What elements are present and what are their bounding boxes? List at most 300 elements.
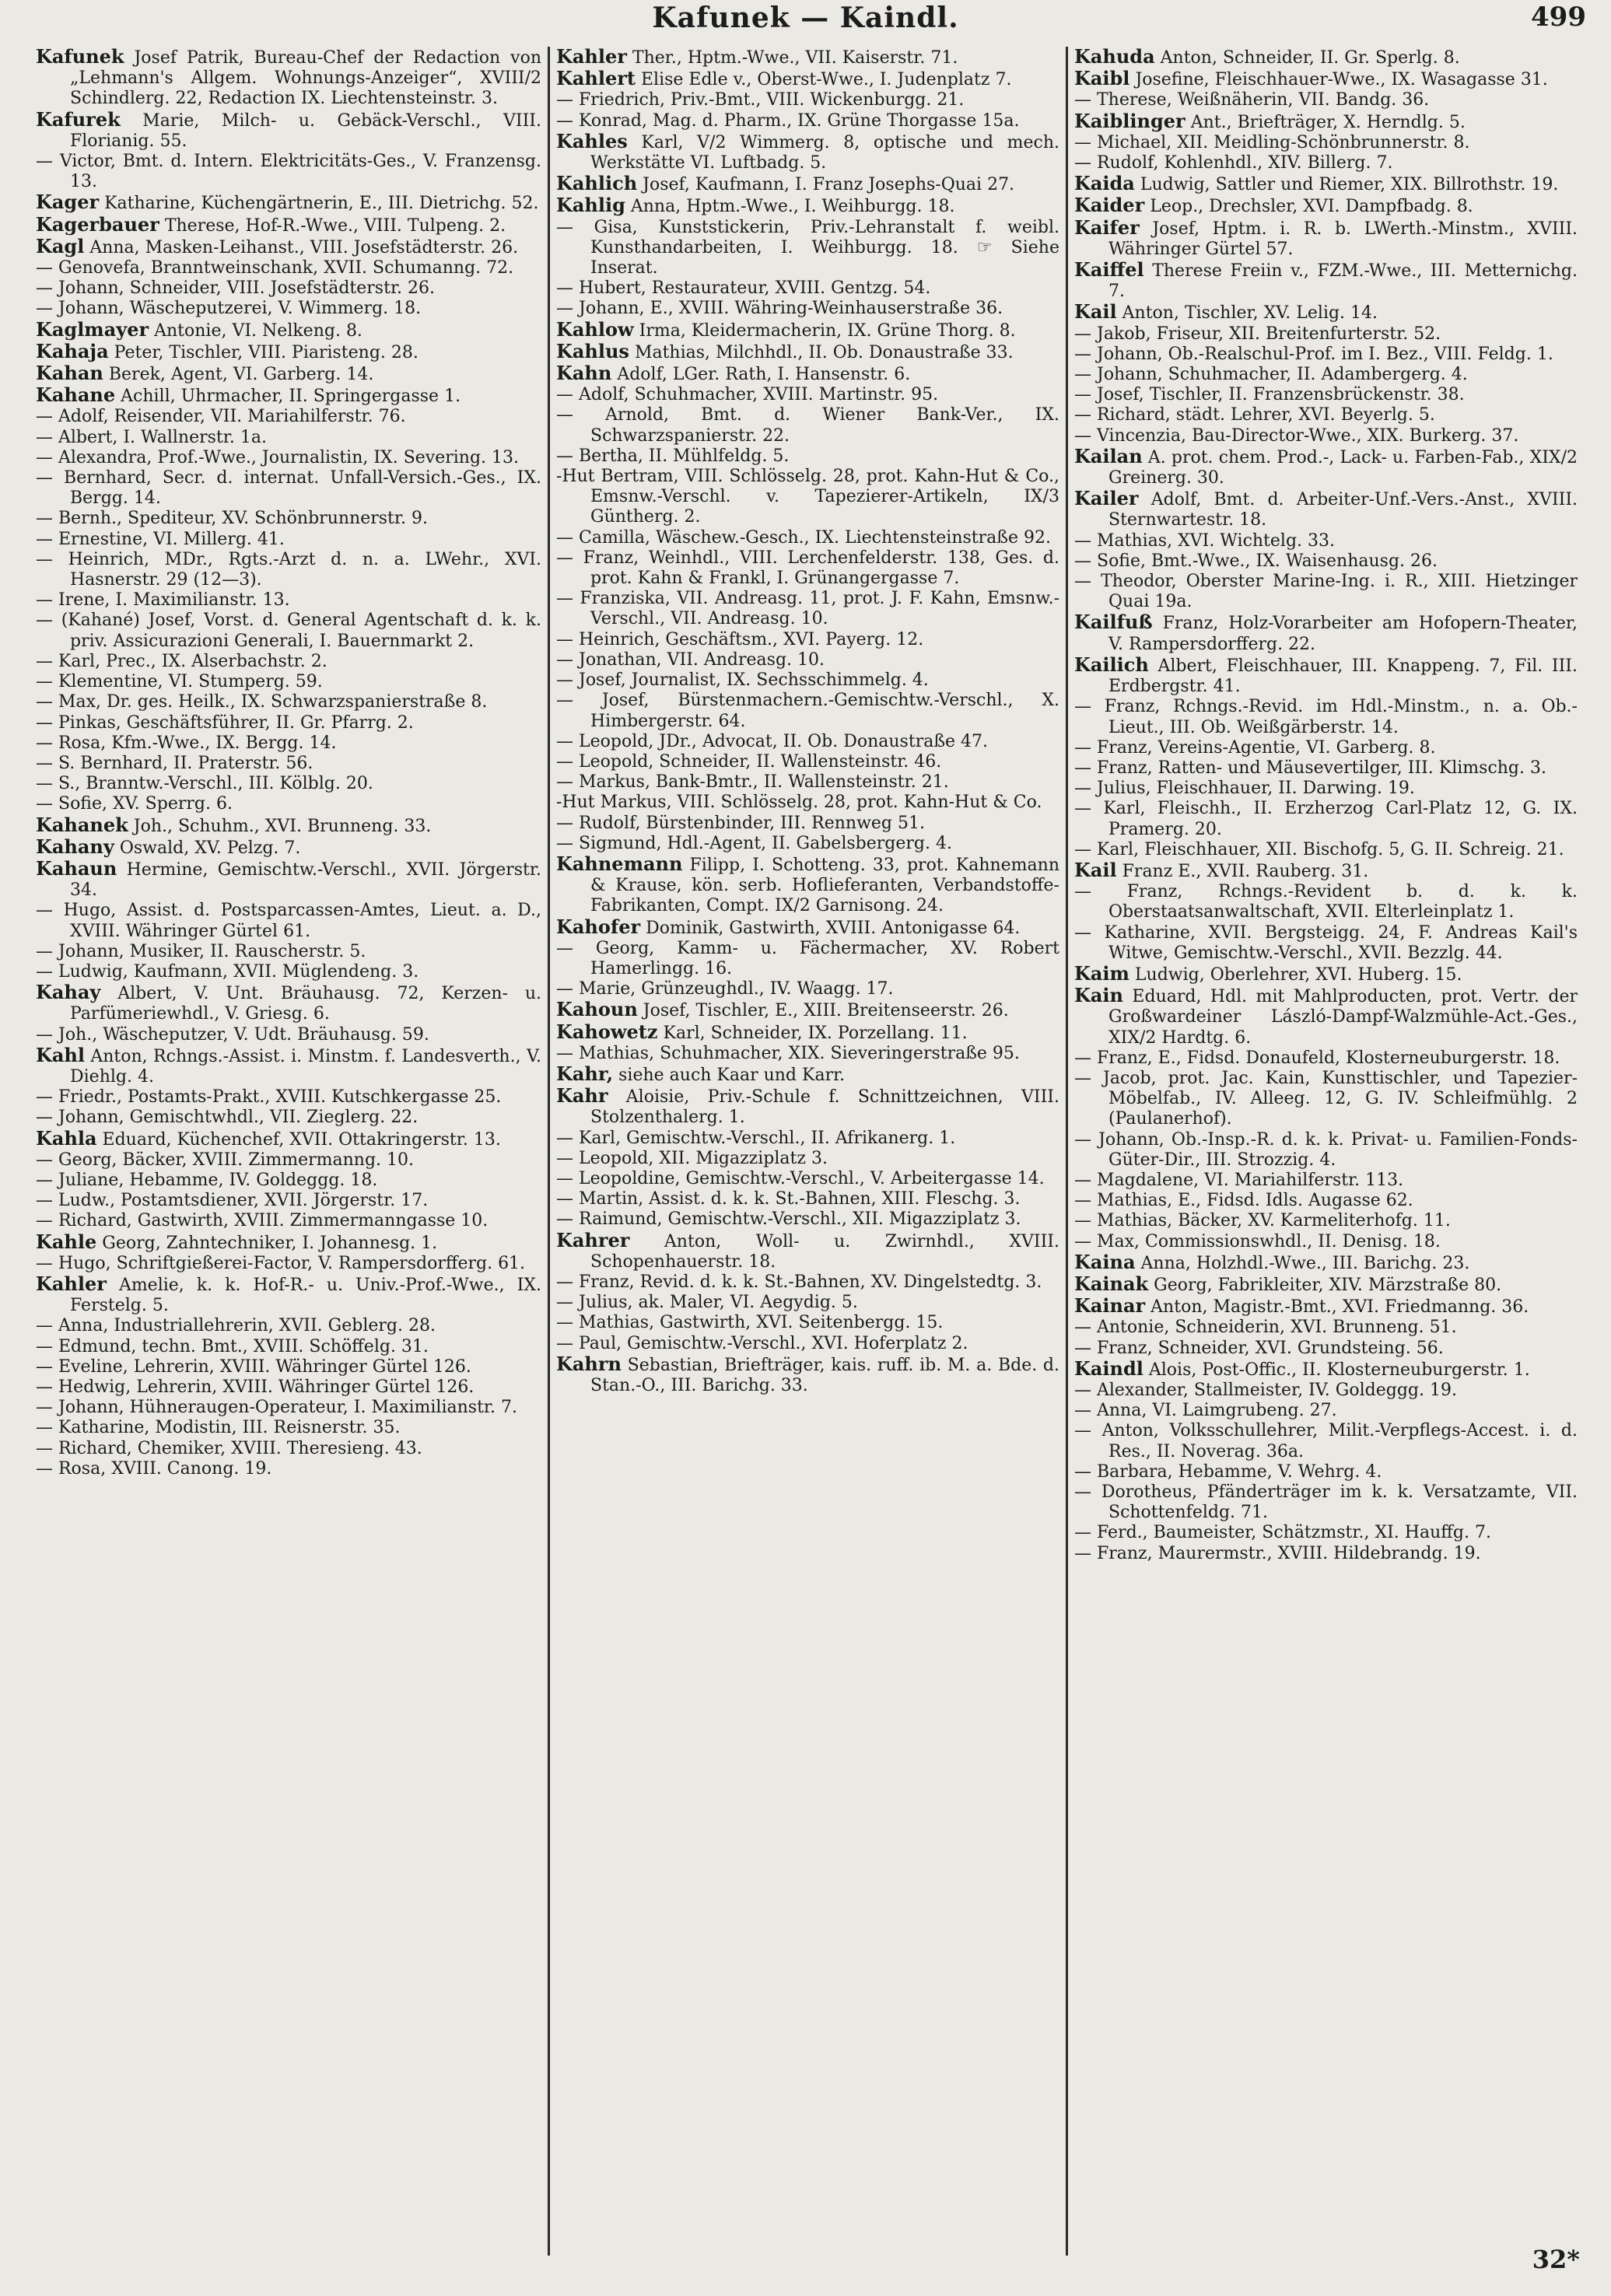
entry-text: — Camilla, Wäschew.-Gesch., IX. Liechtensteinstraße 92. (556, 527, 1051, 548)
entry-text: Therese, Hof-R.-Wwe., VIII. Tulpeng. 2. (164, 215, 506, 236)
entry-text: — Heinrich, Geschäftsm., XVI. Payerg. 12. (556, 629, 924, 649)
entry-text: — Joh., Wäscheputzer, V. Udt. Bräuhausg. 59. (36, 1024, 429, 1045)
directory-entry (1074, 1462, 1578, 1482)
entry-text: Anton, Schneider, II. Gr. Sperlg. 8. (1160, 48, 1460, 68)
directory-entry (36, 856, 541, 901)
entry-text: — Richard, städt. Lehrer, XVI. Beyerlg. 5. (1074, 405, 1435, 425)
entry-text: Georg, Zahntechniker, I. Johannesg. 1. (102, 1233, 438, 1253)
entry-text: — Theodor, Oberster Marine-Ing. i. R., XIII. Hietzinger Quai 19a. (1074, 572, 1578, 612)
directory-entry (1074, 195, 1578, 217)
directory-entry (36, 1025, 541, 1045)
entry-text: Hermine, Gemischtw.-Verschl., XVII. Jörgerstr. 34. (70, 859, 541, 901)
directory-entry (1074, 68, 1578, 90)
directory-entry (36, 1398, 541, 1418)
directory-entry (556, 1129, 1059, 1149)
directory-entry (1074, 426, 1578, 446)
directory-entry (1074, 882, 1578, 922)
entry-text: A. prot. chem. Prod.-, Lack- u. Farben-Fab., XIX/2 Greinerg. 30. (1108, 447, 1578, 488)
column-3 (1066, 47, 1584, 2256)
directory-entry (556, 650, 1059, 670)
directory-entry (36, 901, 541, 941)
entry-text: — Julius, ak. Maler, VI. Aegydig. 5. (556, 1293, 858, 1313)
entry-text: — Ludw., Postamtsdiener, XVII. Jörgerstr. 17. (36, 1191, 429, 1211)
entry-text: — S., Branntw.-Verschl., III. Kölblg. 20. (36, 774, 373, 794)
entry-surname: Kail (1074, 858, 1117, 881)
entry-text: — Anna, Industriallehrerin, XVII. Geblerg. 28. (36, 1316, 436, 1336)
entry-surname: Kahaja (36, 339, 109, 362)
directory-entry (1074, 572, 1578, 612)
entry-text: Anton, Rchngs.-Assist. i. Minstm. f. Landesverth., V. Diehlg. 4. (70, 1046, 542, 1087)
entry-surname: Kail (1074, 300, 1117, 324)
entry-text: — Bernh., Spediteur, XV. Schönbrunnerstr. 9. (36, 509, 428, 529)
entry-text: — Jonathan, VII. Andreasg. 10. (556, 649, 825, 670)
directory-entry (556, 47, 1059, 68)
directory-entry (556, 630, 1059, 650)
entry-text: Ludwig, Oberlehrer, XVI. Huberg. 15. (1134, 964, 1462, 985)
directory-entry (36, 1171, 541, 1191)
entry-text: Leop., Drechsler, XVI. Dampfbadg. 8. (1150, 197, 1473, 217)
entry-text: — Marie, Grünzeughdl., IV. Waagg. 17. (556, 979, 894, 999)
entry-text: — Alexandra, Prof.-Wwe., Journalistin, IX. Severing. 13. (36, 447, 520, 467)
directory-entry (1074, 173, 1578, 195)
entry-text: Oswald, XV. Pelzg. 7. (119, 838, 301, 858)
entry-text: — Gisa, Kunststickerin, Priv.-Lehranstalt f. weibl. Kunsthandarbeiten, I. Weihburgg. 18. ☞ Siehe Inserat. (556, 217, 1059, 278)
directory-entry (1074, 111, 1578, 133)
directory-entry (36, 385, 541, 407)
entry-text: Berek, Agent, VI. Garberg. 14. (108, 365, 374, 385)
entry-text: — Hugo, Assist. d. Postsparcassen-Amtes, Lieut. a. D., XVIII. Währinger Gürtel 61. (36, 901, 541, 941)
entry-text: — Magdalene, VI. Mariahilferstr. 113. (1074, 1170, 1404, 1190)
entry-text: — Pinkas, Geschäftsführer, II. Gr. Pfarrg. 2. (36, 712, 414, 733)
directory-entry (556, 1169, 1059, 1189)
directory-entry (556, 1293, 1059, 1313)
entry-text: -Hut Markus, VIII. Schlösselg. 28, prot. Kahn-Hut & Co. (556, 793, 1042, 813)
directory-entry (1074, 385, 1578, 405)
entry-surname: Kafurek (36, 107, 121, 131)
directory-entry (36, 1254, 541, 1274)
directory-entry (556, 1209, 1059, 1230)
entry-text: — Mathias, Gastwirth, XVI. Seitenbergg. 15. (556, 1313, 944, 1333)
entry-text: Anna, Hptm.-Wwe., I. Weihburgg. 18. (630, 197, 955, 217)
directory-entry (36, 1211, 541, 1231)
entry-text: Antonie, VI. Nelkeng. 8. (154, 320, 362, 341)
column-1 (30, 47, 548, 2256)
directory-entry (36, 1377, 541, 1398)
directory-entry (36, 1459, 541, 1479)
page-number: 499 (1531, 2, 1586, 33)
entry-text: — Friedrich, Priv.-Bmt., VIII. Wickenburgg. 21. (556, 90, 965, 110)
entry-surname: Kahane (36, 383, 116, 407)
directory-entry (36, 1045, 541, 1087)
directory-entry (556, 446, 1059, 467)
directory-entry (1074, 923, 1578, 964)
directory-entry (1074, 324, 1578, 345)
directory-entry (36, 192, 541, 214)
directory-entry (36, 47, 541, 110)
entry-surname: Kahlert (556, 67, 636, 90)
entry-surname: Kahlich (556, 172, 638, 195)
directory-entry (556, 1149, 1059, 1169)
entry-text: Anton, Tischler, XV. Lelig. 14. (1122, 303, 1378, 324)
directory-entry (1074, 1232, 1578, 1252)
directory-entry (36, 1126, 541, 1150)
entry-surname: Kaina (1074, 1250, 1136, 1273)
entry-text: — Johann, Gemischtwhdl., VII. Zieglerg. 22. (36, 1108, 419, 1128)
entry-text: — Johann, Hühneraugen-Operateur, I. Maximilianstr. 7. (36, 1398, 517, 1418)
directory-entry (36, 299, 541, 319)
entry-text: — Johann, Ob.-Realschul-Prof. im I. Bez., VIII. Feldg. 1. (1074, 344, 1553, 364)
entry-text: siehe auch Kaar und Karr. (618, 1065, 846, 1085)
entry-text: — Mathias, Bäcker, XV. Karmeliterhofg. 11. (1074, 1211, 1451, 1231)
entry-text: Alois, Post-Offic., II. Klosterneuburgerstr. 1. (1148, 1360, 1530, 1380)
entry-text: — Franz, Vereins-Agentie, VI. Garberg. 8. (1074, 737, 1436, 758)
entry-surname: Kafunek (36, 47, 124, 68)
directory-entry (36, 774, 541, 794)
directory-entry (556, 670, 1059, 691)
entry-text: Josef, Tischler, E., XIII. Breitenseerstr. 26. (643, 1001, 1009, 1021)
directory-entry (556, 467, 1059, 528)
directory-entry (556, 173, 1059, 195)
entry-text: — Max, Commissionswhdl., II. Denisg. 18. (1074, 1231, 1441, 1251)
directory-entry (36, 428, 541, 448)
directory-entry (1074, 799, 1578, 839)
entry-text: — Hugo, Schriftgießerei-Factor, V. Rampersdorfferg. 61. (36, 1253, 526, 1273)
directory-entry (36, 1150, 541, 1171)
directory-entry (1074, 985, 1578, 1048)
entry-text: — Franz, Revid. d. k. k. St.-Bahnen, XV. Dingelstedtg. 3. (556, 1272, 1042, 1292)
entry-text: — Sofie, XV. Sperrg. 6. (36, 794, 233, 814)
entry-text: — Mathias, E., Fidsd. Idls. Augasse 62. (1074, 1191, 1413, 1211)
directory-entry (36, 713, 541, 733)
entry-text: — Hedwig, Lehrerin, XVIII. Währinger Gürtel 126. (36, 1377, 475, 1397)
entry-surname: Kahles (556, 129, 628, 152)
directory-entry (36, 212, 541, 236)
directory-entry (1074, 47, 1578, 68)
entry-text: Ant., Briefträger, X. Herndlg. 5. (1190, 112, 1466, 132)
entry-text: Ludwig, Sattler und Riemer, XIX. Billrothstr. 19. (1140, 175, 1559, 195)
directory-entry (556, 854, 1059, 917)
entry-text: — Franziska, VII. Andreasg. 11, prot. J. F. Kahn, Emsnw.-Verschl., VII. Andreasg. 10. (556, 589, 1059, 629)
entry-surname: Kaibl (1074, 67, 1130, 90)
entry-text: — Franz, Maurermstr., XVIII. Hildebrandg. 19. (1074, 1543, 1481, 1563)
entry-text: — Franz, E., Fidsd. Donaufeld, Klosterneuburgerstr. 18. (1074, 1048, 1560, 1068)
entry-surname: Kahlus (556, 339, 629, 362)
entry-text: — Leopoldine, Gemischtw.-Verschl., V. Arbeitergasse 14. (556, 1168, 1045, 1188)
directory-entry (1074, 446, 1578, 488)
directory-entry (36, 672, 541, 692)
directory-entry (556, 1064, 1059, 1086)
entry-text: — Franz, Ratten- und Mäusevertilger, III. Klimschg. 3. (1074, 758, 1546, 778)
sheet-signature: 32* (1532, 2245, 1580, 2274)
directory-entry (36, 1418, 541, 1438)
directory-entry (36, 1232, 541, 1254)
entry-text: Josef Patrik, Bureau-Chef der Redaction von „Lehmann's Allgem. Wohnungs-Anzeiger“, XVIII/2 Schindlerg. 22, Redaction IX. Liechtensteinstr. 3. (70, 48, 541, 109)
directory-entry (556, 814, 1059, 834)
directory-entry (1074, 1339, 1578, 1359)
entry-surname: Kahr (556, 1084, 608, 1108)
entry-text: — Leopold, Schneider, II. Wallensteinstr. 46. (556, 751, 942, 772)
column-2 (548, 47, 1066, 2256)
directory-entry (36, 962, 541, 982)
directory-entry (556, 405, 1059, 446)
entry-text: — Ferd., Baumeister, Schätzmstr., XI. Hauffg. 7. (1074, 1523, 1491, 1543)
entry-text: — Rosa, XVIII. Canong. 19. (36, 1458, 272, 1479)
directory-entry (1074, 612, 1578, 654)
directory-entry (1074, 1274, 1578, 1296)
directory-entry (556, 1230, 1059, 1272)
running-title: Kafunek — Kaindl. (652, 2, 959, 34)
entry-text: Albert, V. Unt. Bräuhausg. 72, Kerzen- u. Parfümeriewhdl., V. Griesg. 6. (70, 984, 542, 1024)
directory-entry (556, 917, 1059, 939)
entry-surname: Kahofer (556, 915, 641, 938)
directory-entry (556, 732, 1059, 752)
entry-text: — Franz, Weinhdl., VIII. Lerchenfelderstr. 138, Ges. d. prot. Kahn & Frankl, I. Grünangergasse 7. (556, 548, 1059, 589)
entry-surname: Kahler (556, 47, 627, 68)
columns (30, 47, 1585, 2256)
directory-entry (36, 754, 541, 774)
directory-entry (556, 278, 1059, 299)
entry-text: — Richard, Chemiker, XVIII. Theresieng. 43. (36, 1438, 422, 1458)
entry-text: — Alexander, Stallmeister, IV. Goldeggg. 19. (1074, 1381, 1457, 1400)
entry-text: — Klementine, VI. Stumperg. 59. (36, 672, 323, 692)
entry-text: — Georg, Bäcker, XVIII. Zimmermanng. 10. (36, 1150, 415, 1170)
entry-text: — Leopold, JDr., Advocat, II. Ob. Donaustraße 47. (556, 731, 989, 751)
directory-entry (1074, 1523, 1578, 1543)
entry-text: Franz, Holz-Vorarbeiter am Hofopern-Theater, V. Rampersdorfferg. 22. (1108, 614, 1578, 654)
entry-surname: Kahany (36, 835, 114, 858)
entry-text: — Ludwig, Kaufmann, XVII. Müglendeng. 3. (36, 961, 419, 982)
entry-text: Dominik, Gastwirth, XVIII. Antonigasse 64. (646, 918, 1021, 938)
entry-text: — Leopold, XII. Migazziplatz 3. (556, 1148, 828, 1168)
entry-surname: Kagerbauer (36, 212, 159, 236)
directory-entry (1074, 1401, 1578, 1421)
entry-text: — Paul, Gemischtw.-Verschl., XVI. Hoferplatz 2. (556, 1333, 968, 1353)
entry-surname: Kahan (36, 362, 103, 385)
entry-text: Aloisie, Priv.-Schule f. Schnittzeichnen, VIII. Stolzenthalerg. 1. (590, 1087, 1059, 1128)
entry-text: — Albert, I. Wallnerstr. 1a. (36, 427, 267, 447)
directory-entry (36, 837, 541, 859)
directory-entry (1074, 551, 1578, 572)
entry-text: — Therese, Weißnäherin, VII. Bandg. 36. (1074, 90, 1430, 110)
entry-text: Albert, Fleischhauer, III. Knappeng. 7, Fil. III. Erdbergstr. 41. (1108, 656, 1578, 697)
entry-text: — Jacob, prot. Jac. Kain, Kunsttischler, und Tapezier-Möbelfab., IV. Alleeg. 12, G. IV. Schleifmühlg. 2 (Paulanerhof). (1074, 1068, 1578, 1129)
entry-text: — Rudolf, Bürstenbinder, III. Rennweg 51. (556, 813, 925, 833)
entry-text: Josef, Hptm. i. R. b. LWerth.-Minstm., XVIII. Währinger Gürtel 57. (1108, 219, 1578, 259)
directory-entry (556, 1189, 1059, 1209)
entry-surname: Kaida (1074, 172, 1135, 195)
directory-entry (556, 834, 1059, 854)
entry-text: Anton, Magistr.-Bmt., XVI. Friedmanng. 36. (1150, 1297, 1529, 1318)
entry-surname: Kahle (36, 1230, 97, 1253)
directory-entry (36, 794, 541, 814)
directory-entry (1074, 961, 1578, 985)
entry-text: Georg, Fabrikleiter, XIV. Märzstraße 80. (1154, 1275, 1502, 1295)
directory-entry (1074, 90, 1578, 110)
directory-entry (1074, 779, 1578, 799)
directory-entry (36, 1108, 541, 1128)
entry-surname: Kahrn (556, 1352, 622, 1375)
entry-surname: Kahay (36, 981, 101, 1004)
entry-text: — Karl, Prec., IX. Alserbachstr. 2. (36, 651, 327, 671)
directory-entry (1074, 405, 1578, 425)
directory-entry (1074, 302, 1578, 324)
entry-text: Achill, Uhrmacher, II. Springergasse 1. (121, 387, 461, 407)
entry-text: Sebastian, Briefträger, kais. ruff. ib. M. a. Bde. d. Stan.-O., III. Barichg. 33. (590, 1355, 1059, 1395)
directory-entry (1074, 1421, 1578, 1461)
entry-surname: Kainak (1074, 1272, 1149, 1295)
entry-surname: Kahrer (556, 1228, 630, 1251)
directory-entry (556, 1272, 1059, 1293)
directory-entry (36, 1087, 541, 1108)
entry-text: Amelie, k. k. Hof-R.- u. Univ.-Prof.-Wwe., IX. Ferstelg. 5. (70, 1275, 541, 1316)
directory-entry (556, 317, 1059, 341)
directory-entry (1074, 531, 1578, 551)
directory-entry (556, 111, 1059, 131)
entry-surname: Kaiblinger (1074, 109, 1185, 132)
entry-text: — Johann, Wäscheputzerei, V. Wimmerg. 18. (36, 299, 422, 319)
directory-entry (556, 195, 1059, 217)
directory-entry (556, 299, 1059, 319)
entry-text: — Josef, Tischler, II. Franzensbrückenstr. 38. (1074, 385, 1465, 405)
entry-text: Joh., Schuhm., XVI. Brunneng. 33. (133, 816, 432, 836)
directory-entry (36, 341, 541, 363)
directory-entry (1074, 1191, 1578, 1211)
directory-entry (1074, 345, 1578, 365)
entry-surname: Kain (1074, 984, 1123, 1007)
directory-entry (556, 999, 1059, 1021)
entry-text: — Franz, Rchngs.-Revident b. d. k. k. Oberstaatsanwaltschaft, XVII. Elterleinplatz 1. (1074, 882, 1578, 922)
entry-text: — Richard, Gastwirth, XVIII. Zimmermanngasse 10. (36, 1211, 489, 1231)
entry-text: — Josef, Journalist, IX. Sechsschimmelg. 4. (556, 670, 929, 691)
directory-entry (36, 1439, 541, 1459)
directory-entry (36, 1337, 541, 1357)
entry-surname: Kailfuß (1074, 611, 1153, 634)
entry-text: — Michael, XII. Meidling-Schönbrunnerstr. 8. (1074, 132, 1470, 152)
directory-entry (1074, 860, 1578, 882)
entry-surname: Kaifer (1074, 215, 1140, 239)
entry-surname: Kahr, (556, 1062, 614, 1085)
directory-entry (1074, 1296, 1578, 1318)
entry-surname: Kagl (36, 234, 85, 257)
directory-entry (36, 448, 541, 468)
directory-entry (36, 363, 541, 385)
directory-entry (36, 815, 541, 837)
entry-surname: Kahoun (556, 998, 638, 1021)
directory-entry (556, 90, 1059, 110)
entry-text: — Karl, Fleischhauer, XII. Bischofg. 5, G. II. Schreig. 21. (1074, 839, 1564, 859)
entry-surname: Kahler (36, 1272, 107, 1295)
entry-text: — Franz, Rchngs.-Revid. im Hdl.-Minstm., n. a. Ob.-Lieut., III. Ob. Weißgärberstr. 14. (1074, 697, 1578, 737)
directory-entry (556, 131, 1059, 173)
entry-text: Karl, V/2 Wimmerg. 8, optische und mech. Werkstätte VI. Luftbadg. 5. (590, 132, 1059, 173)
entry-text: — Johann, Ob.-Insp.-R. d. k. k. Privat- u. Familien-Fonds-Güter-Dir., III. Strozzig. 4. (1074, 1129, 1578, 1170)
directory-entry (36, 236, 541, 258)
directory-entry (36, 550, 541, 590)
directory-entry (1074, 1356, 1578, 1381)
entry-surname: Kahnemann (556, 852, 683, 875)
directory-entry (1074, 655, 1578, 697)
directory-entry (556, 363, 1059, 385)
directory-entry (1074, 260, 1578, 302)
entry-text: Filipp, I. Schotteng. 33, prot. Kahnemann & Krause, kön. serb. Hoflieferanten, Verbandstoffe-Fabrikanten, Compt. IX/2 Garnisong. 24. (590, 855, 1059, 916)
entry-text: Adolf, LGer. Rath, I. Hansenstr. 6. (617, 365, 911, 385)
entry-text: — Victor, Bmt. d. Intern. Elektricitäts-Ges., V. Franzensg. 13. (36, 152, 541, 192)
directory-entry (36, 942, 541, 962)
entry-text: — Irene, I. Maximilianstr. 13. (36, 590, 290, 611)
directory-entry (556, 691, 1059, 731)
directory-entry (556, 1354, 1059, 1396)
entry-surname: Kailer (1074, 487, 1139, 510)
entry-surname: Kahowetz (556, 1020, 658, 1043)
directory-entry (36, 652, 541, 672)
directory-entry (556, 341, 1059, 363)
directory-entry (1074, 738, 1578, 758)
directory-entry (36, 1357, 541, 1377)
entry-text: — Heinrich, MDr., Rgts.-Arzt d. n. a. LWehr., XVI. Hasnerstr. 29 (12—3). (36, 549, 541, 590)
entry-text: — Sofie, Bmt.-Wwe., IX. Waisenhausg. 26. (1074, 551, 1438, 571)
entry-surname: Kahaun (36, 856, 117, 880)
directory-entry (556, 1334, 1059, 1354)
directory-entry (556, 1086, 1059, 1128)
directory-entry (36, 982, 541, 1024)
entry-text: — Johann, Musiker, II. Rauscherstr. 5. (36, 941, 366, 961)
entry-text: Josef, Kaufmann, I. Franz Josephs-Quai 27. (643, 175, 1015, 195)
entry-surname: Kahla (36, 1126, 97, 1150)
directory-entry (36, 317, 541, 341)
entry-text: — Johann, Schneider, VIII. Josefstädterstr. 26. (36, 278, 436, 299)
entry-surname: Kahlig (556, 194, 625, 217)
entry-text: — Rosa, Kfm.-Wwe., IX. Bergg. 14. (36, 733, 337, 753)
entry-surname: Kahanek (36, 813, 128, 836)
entry-text: — Georg, Kamm- u. Fächermacher, XV. Robert Hamerlingg. 16. (556, 938, 1059, 978)
directory-entry (1074, 1381, 1578, 1401)
directory-entry (36, 278, 541, 299)
directory-entry (556, 1044, 1059, 1064)
entry-text: Eduard, Küchenchef, XVII. Ottakringerstr. 13. (102, 1129, 501, 1150)
entry-text: — Ernestine, VI. Millerg. 41. (36, 529, 285, 549)
entry-surname: Kaglmayer (36, 317, 149, 341)
directory-entry (36, 258, 541, 278)
entry-text: Franz E., XVII. Rauberg. 31. (1122, 861, 1369, 881)
entry-text: — Edmund, techn. Bmt., XVIII. Schöffelg. 31. (36, 1336, 429, 1356)
entry-text: — Rudolf, Kohlenhdl., XIV. Billerg. 7. (1074, 153, 1393, 173)
directory-entry (36, 152, 541, 192)
directory-entry (36, 509, 541, 529)
entry-surname: Kahl (36, 1043, 85, 1066)
entry-text: — Adolf, Schuhmacher, XVIII. Martinstr. 95. (556, 385, 939, 405)
entry-text: — Adolf, Reisender, VII. Mariahilferstr. 76. (36, 407, 406, 427)
directory-entry (36, 590, 541, 611)
entry-text: Marie, Milch- u. Gebäck-Verschl., VIII. Florianig. 55. (70, 110, 541, 151)
directory-entry (556, 752, 1059, 772)
entry-text: — Anna, VI. Laimgrubeng. 27. (1074, 1401, 1337, 1421)
entry-surname: Kainar (1074, 1294, 1146, 1318)
directory-entry (1074, 697, 1578, 737)
entry-text: Anton, Woll- u. Zwirnhdl., XVIII. Schopenhauerstr. 18. (590, 1231, 1059, 1272)
directory-entry (1074, 365, 1578, 385)
entry-text: — Bernhard, Secr. d. internat. Unfall-Versich.-Ges., IX. Bergg. 14. (36, 468, 541, 509)
entry-text: — Vincenzia, Bau-Director-Wwe., XIX. Burkerg. 37. (1074, 425, 1519, 446)
entry-text: — Arnold, Bmt. d. Wiener Bank-Ver., IX. Schwarzspanierstr. 22. (556, 405, 1059, 446)
directory-entry (556, 793, 1059, 813)
entry-text: — S. Bernhard, II. Praterstr. 56. (36, 753, 313, 773)
directory-entry (1074, 840, 1578, 860)
entry-surname: Kailan (1074, 444, 1143, 467)
entry-text: — Julius, Fleischhauer, II. Darwing. 19. (1074, 779, 1415, 799)
directory-entry (556, 772, 1059, 793)
entry-text: — Martin, Assist. d. k. k. St.-Bahnen, XIII. Fleschg. 3. (556, 1189, 1021, 1209)
entry-surname: Kager (36, 191, 100, 214)
